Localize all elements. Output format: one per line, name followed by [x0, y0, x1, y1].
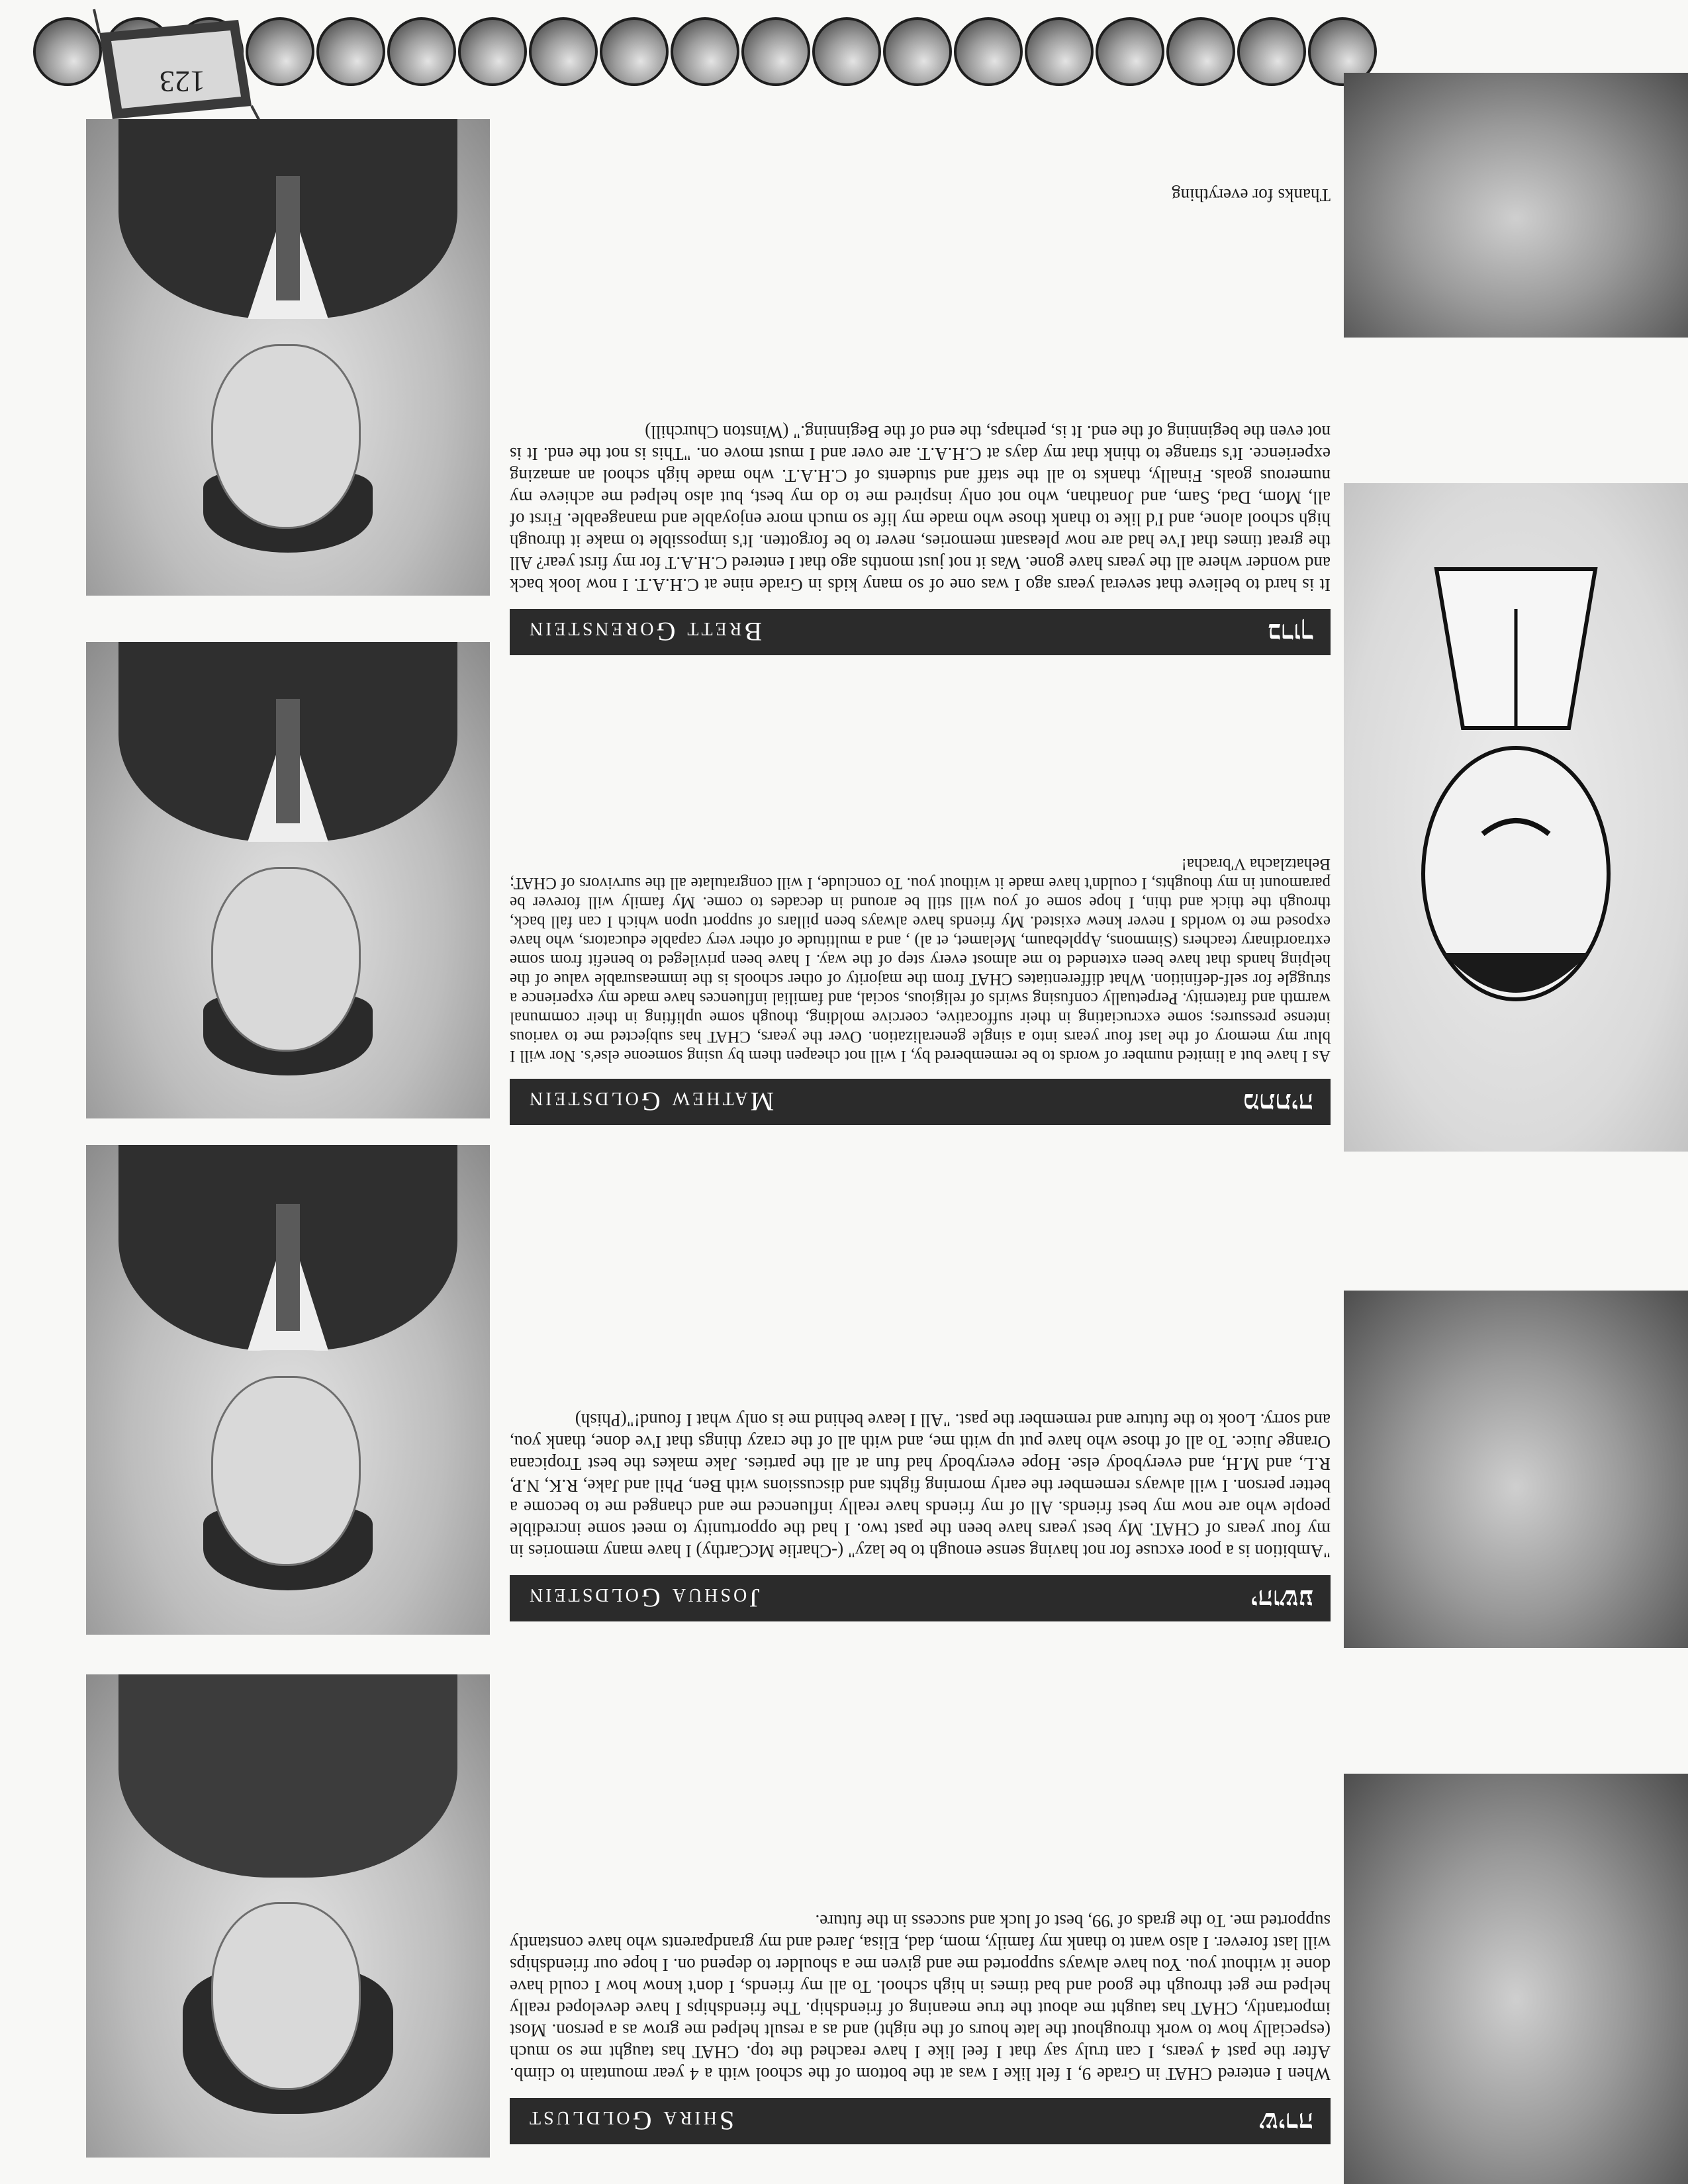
globe-icon	[741, 17, 810, 86]
baby-photo-joshua	[1344, 1291, 1688, 1648]
bio-shira: When I entered CHAT in Grade 9, I felt like I was at the bottom of the school with a 4 year mountain to climb. After the past 4 years, I can truly say that I feel like I have reached the top. CHAT has taught me so much (especially how to work throughout the late hours of the night) and as a result helped me grow as a person. Most importantly, CHAT has taught me about the true meaning of friendship. The friendships I have developed really helped me get through the good and bad times in high school. To all my friends, I don't know how I could have done it without you. You have always supported me and given me a shoulder to depend on. I hope our friendships will last forever. I also want to thank my family, mom, dad, Elisa, Jared and my grandparents who have constantly supported me. To the grads of '99, best of luck and success in the future.	[510, 1911, 1331, 2084]
globe-icon	[387, 17, 456, 86]
student-name: Shira Goldlust	[527, 2106, 735, 2136]
globe-icon	[1025, 17, 1094, 86]
student-name: Mathew Goldstein	[527, 1087, 774, 1116]
caricature-drawing	[1383, 556, 1648, 1072]
globe-icon	[1166, 17, 1235, 86]
portrait-brett	[86, 119, 490, 596]
baby-photo-shira	[1344, 1774, 1688, 2184]
globe-icon	[883, 17, 952, 86]
globe-icon	[600, 17, 669, 86]
name-bar-brett	[510, 609, 1331, 655]
hebrew-name: יהושע	[1250, 1584, 1313, 1614]
portrait-joshua	[86, 1145, 490, 1635]
bio-brett: It is hard to believe that several years ago I was one of so many kids in Grade nine at C.H.A.T. I now look back and wonder where all the years have gone. Was it not just months ago that I entered C.H.A.T for my first year? All the great times that I've had are now pleasant memories, never to be forgotten. It's impossible to make it through high school alone, and I'd like to thank those who made my life so much more enjoyable and manageable. First of all, Mom, Dad, Sam, and Jonathan, who not only inspired me to do my best, but also helped me achieve my numerous goals. Finally, thanks to all the staff and students of C.H.A.T. who made high school an amazing experience. It's strange to think that my days at C.H.A.T. are over and I must move on. "This is not the end. It is not even the beginning of the end. It is, perhaps, the end of the Beginning." (Winston Churchill)	[510, 422, 1331, 595]
hebrew-name: ברוך	[1268, 618, 1313, 648]
hebrew-name: מתתיה	[1243, 1088, 1313, 1118]
closing-brett: Thanks for everything	[1172, 185, 1331, 205]
hebrew-name: שירה	[1259, 2107, 1313, 2137]
globe-icon	[1096, 17, 1164, 86]
student-name: Brett Gorenstein	[527, 617, 763, 647]
globe-icon	[1237, 17, 1306, 86]
page-number: 123	[160, 65, 205, 99]
name-bar-joshua	[510, 1575, 1331, 1621]
globe-icon	[458, 17, 527, 86]
globe-icon	[812, 17, 881, 86]
bio-joshua: "Ambition is a poor excuse for not having sense enough to be lazy" (-Charlie McCarthy) I have many memories in my four years of CHAT. My best years have been the past two. I had the opportunity to meet some incredible people who are now my best friends. All of my friends have really influenced me and changed me to become a better person. I will always remember the early morning fights and discussions with Ben, Phil and Jake, R.K, N.P, R.L, and M.H, and everybody else. Hope everybody had fun at all the parties. Jake makes the best Tropicana Orange Juice. To all of those who have put up with me, and with all of the crazy things that I've done, thank you, and sorry. Look to the future and remember the past. "All I leave behind me is only what I found!"(Phish)	[510, 1410, 1331, 1561]
baby-photo-brett	[1344, 73, 1688, 338]
bio-mathew: As I have but a limited number of words to be remembered by, I will not cheapen them by using someone else's. Nor will I blur my memory of the last four years into a single generalization. Over the years, CHAT has subjected me to various intense pressures; some excruciating in their suffocative, coercive molding, though some uplifting in their communal warmth and fraternity. Perpetually confusing swirls of religious, social, and familial influences have made my experience a struggle for self-definition. What differentiates CHAT from the majority of other schools is the immeasurable value of the helping hands that have been extended to me almost every step of the way. I have been privileged to benefit from some extraordinary teachers (Simmons, Applebaum, Melamet, et al) , and a multitude of other very capable educators, who have exposed me to worlds I never knew existed. My friends have always been pillars of support upon which I can fall back, through the thick and thin, I hope some of you will still be around in decades to come. My family will forever be paramount in my thoughts, I couldn't have made it without you. To conclude, I will congratulate all the survivors of CHAT; Behatzlacha V'bracha!	[510, 855, 1331, 1065]
name-bar-mathew	[510, 1079, 1331, 1125]
student-name: Joshua Goldstein	[527, 1583, 760, 1613]
globe-icon	[671, 17, 739, 86]
globe-icon	[954, 17, 1023, 86]
name-bar-shira	[510, 2098, 1331, 2144]
globe-icon	[529, 17, 598, 86]
globe-icon	[33, 17, 102, 86]
portrait-mathew	[86, 642, 490, 1118]
portrait-shira	[86, 1674, 490, 2158]
globe-icon	[316, 17, 385, 86]
cartoon-caricature-mathew	[1344, 483, 1688, 1152]
